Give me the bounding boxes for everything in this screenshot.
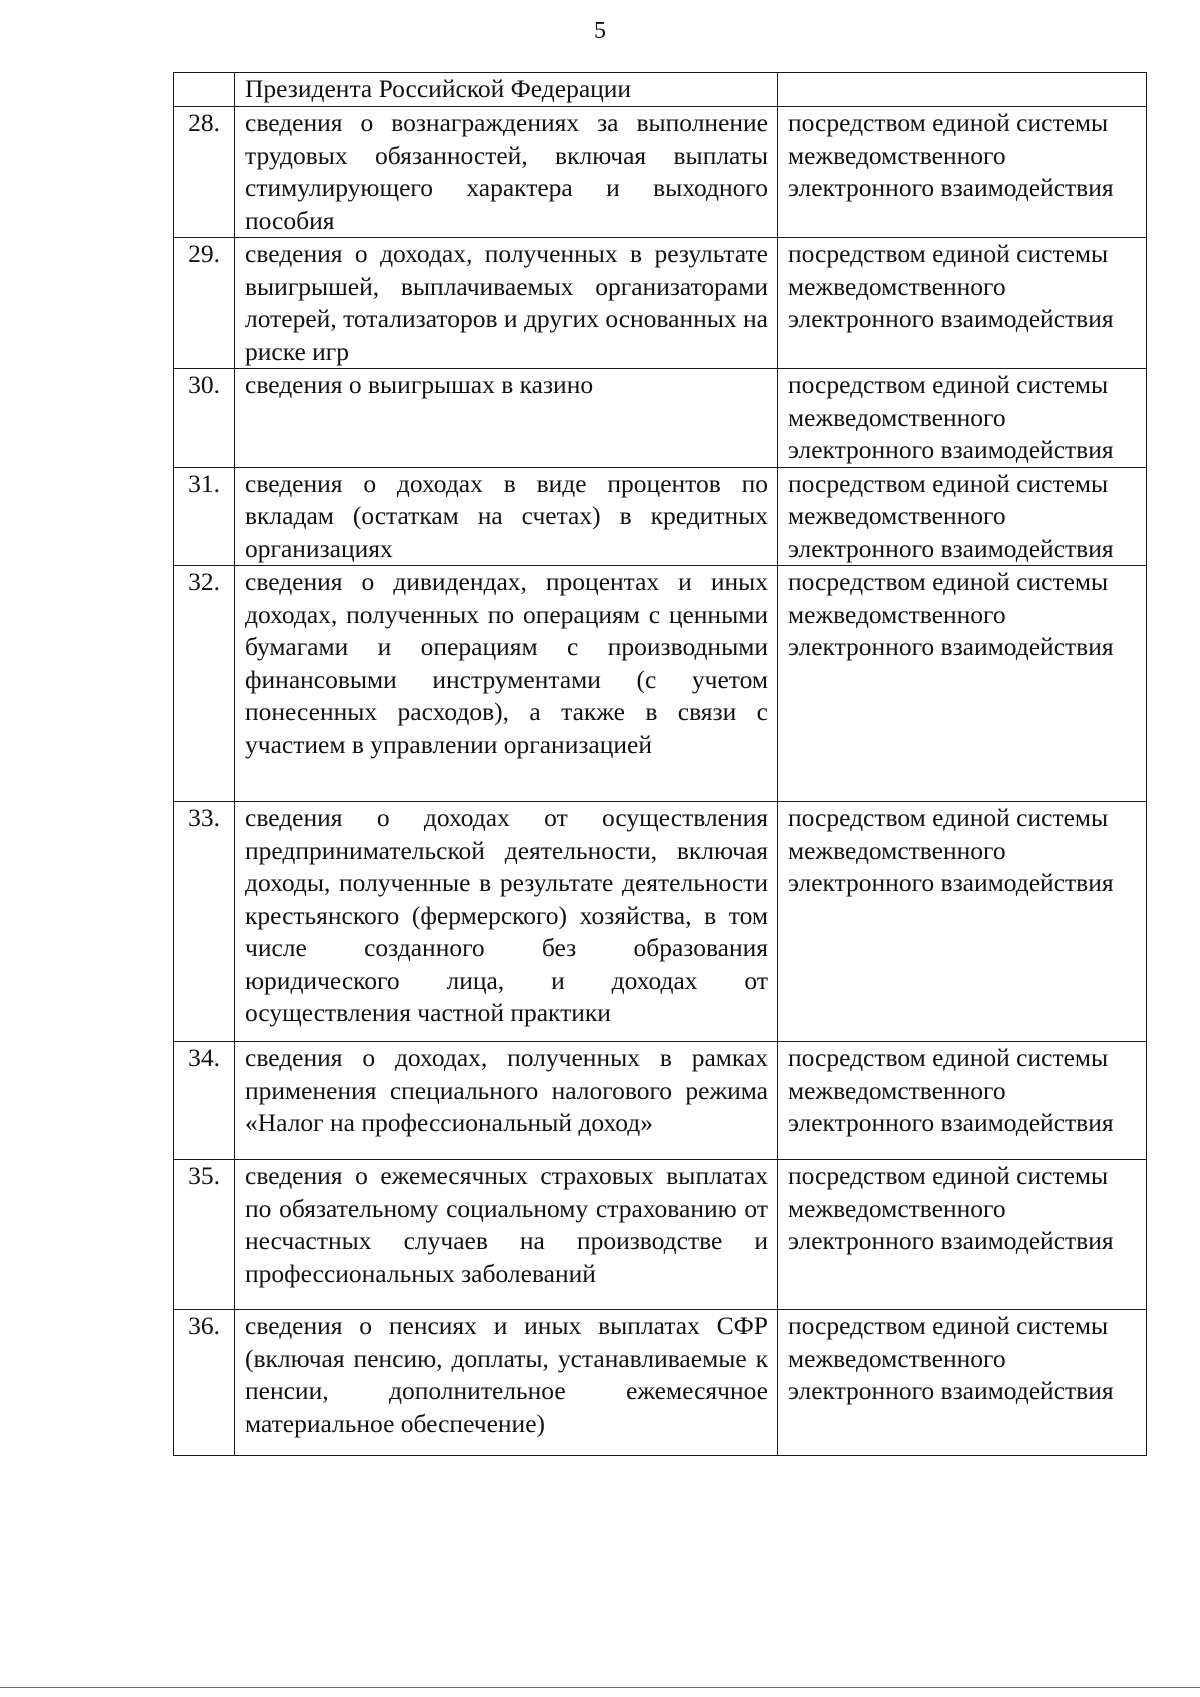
- row-number: 30.: [174, 369, 235, 468]
- row-information: сведения о доходах, полученных в результате выигрышей, выплачиваемых организаторами лотерей, тотализаторов и других основанных на риске игр: [235, 238, 778, 369]
- table-row: [174, 1042, 1147, 1160]
- table-row-continuation: [174, 73, 1147, 107]
- row-number: 34.: [174, 1042, 235, 1160]
- row-information: сведения о дивидендах, процентах и иных доходах, полученных по операциям с ценными бумагами и операциям с производными финансовыми инструментами (с учетом понесенных расходов), а также в связи с участием в управлении организацией: [235, 566, 778, 802]
- table-row: [174, 1310, 1147, 1456]
- row-method: посредством единой системы межведомственного электронного взаимодействия: [778, 369, 1147, 468]
- table-row: [174, 369, 1147, 468]
- table-row: [174, 802, 1147, 1042]
- row-information: сведения о вознаграждениях за выполнение трудовых обязанностей, включая выплаты стимулирующего характера и выходного пособия: [235, 107, 778, 238]
- row-number: 31.: [174, 467, 235, 566]
- row-method: посредством единой системы межведомственного электронного взаимодействия: [778, 802, 1147, 1042]
- bottom-scan-rule: [0, 1687, 1200, 1688]
- information-sources-table: [173, 72, 1147, 1456]
- row-method: посредством единой системы межведомственного электронного взаимодействия: [778, 107, 1147, 238]
- table-row: [174, 467, 1147, 566]
- row-information: сведения о ежемесячных страховых выплатах по обязательному социальному страхованию от несчастных случаев на производстве и профессиональных заболеваний: [235, 1160, 778, 1310]
- row-number: 29.: [174, 238, 235, 369]
- row-method: посредством единой системы межведомственного электронного взаимодействия: [778, 467, 1147, 566]
- row-method: посредством единой системы межведомственного электронного взаимодействия: [778, 1310, 1147, 1456]
- row-number: 33.: [174, 802, 235, 1042]
- row-method: посредством единой системы межведомственного электронного взаимодействия: [778, 1042, 1147, 1160]
- row-information: Президента Российской Федерации: [235, 73, 778, 107]
- row-number: 36.: [174, 1310, 235, 1456]
- row-number: 32.: [174, 566, 235, 802]
- row-number: 35.: [174, 1160, 235, 1310]
- row-method: [778, 73, 1147, 107]
- table-row: [174, 107, 1147, 238]
- row-information: сведения о доходах, полученных в рамках применения специального налогового режима «Налог на профессиональный доход»: [235, 1042, 778, 1160]
- row-method: посредством единой системы межведомственного электронного взаимодействия: [778, 566, 1147, 802]
- row-number: 28.: [174, 107, 235, 238]
- row-information: сведения о выигрышах в казино: [235, 369, 778, 468]
- table-row: [174, 1160, 1147, 1310]
- row-method: посредством единой системы межведомственного электронного взаимодействия: [778, 1160, 1147, 1310]
- row-information: сведения о доходах от осуществления предпринимательской деятельности, включая доходы, полученные в результате деятельности крестьянского (фермерского) хозяйства, в том числе созданного без образования юридического лица, и доходах от осуществления частной практики: [235, 802, 778, 1042]
- row-method: посредством единой системы межведомственного электронного взаимодействия: [778, 238, 1147, 369]
- page-number: 5: [594, 18, 606, 44]
- row-information: сведения о пенсиях и иных выплатах СФР (включая пенсию, доплаты, устанавливаемые к пенсии, дополнительное ежемесячное материальное обеспечение): [235, 1310, 778, 1456]
- row-number: [174, 73, 235, 107]
- table-row: [174, 566, 1147, 802]
- table-row: [174, 238, 1147, 369]
- row-information: сведения о доходах в виде процентов по вкладам (остаткам на счетах) в кредитных организациях: [235, 467, 778, 566]
